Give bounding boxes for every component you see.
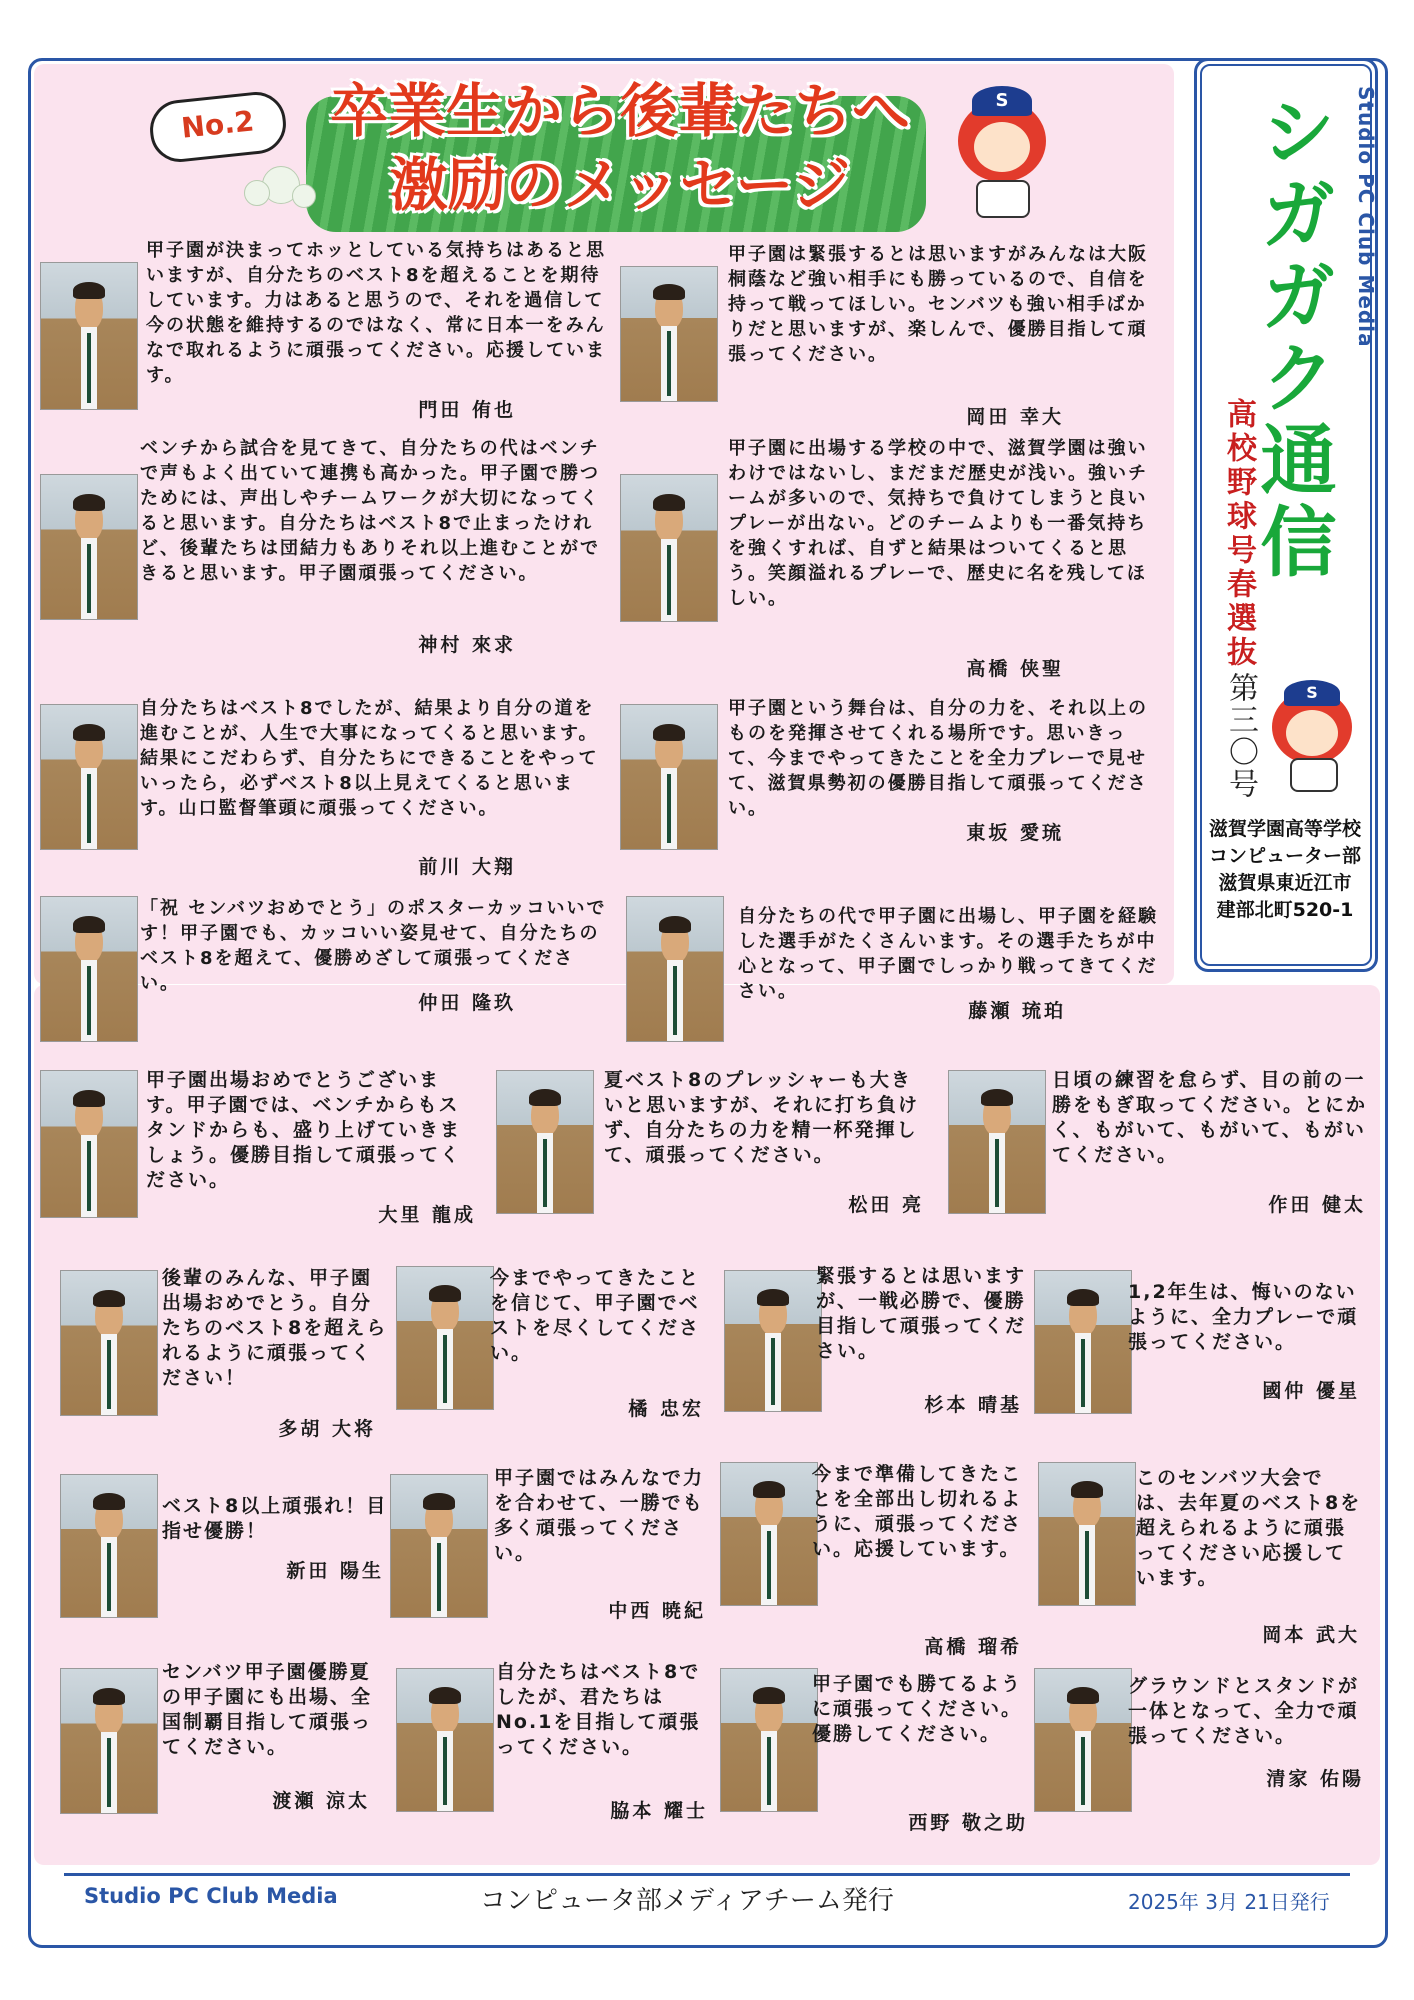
headline [300, 74, 940, 222]
message-text: 1,2年生は、悔いのないように、全力プレーで頑張ってください。 [1128, 1281, 1359, 1353]
graduate-photo [626, 896, 724, 1042]
message-author: 神村 來求 [418, 634, 516, 656]
message-text: 甲子園という舞台は、自分の力を、それ以上のものを発揮させてくれる場所です。思いきって、今までやってきたことを全力プレーで見せて、滋賀県勢初の優勝目指して頑張ってください。 [728, 698, 1148, 819]
graduate-photo [40, 262, 138, 410]
message-author: 松田 亮 [848, 1194, 924, 1216]
graduate-photo [40, 704, 138, 850]
message-text: 今まで準備してきたことを全部出し切れるように、頑張ってください。応援しています。 [812, 1463, 1023, 1560]
graduate-photo [620, 704, 718, 850]
message-author: 西野 敬之助 [908, 1812, 1028, 1834]
graduate-photo [1034, 1668, 1132, 1812]
school-address [1196, 816, 1374, 924]
message-text: ベンチから試合を見てきて、自分たちの代はベンチで声もよく出ていて連携も高かった。甲子園で勝つためには、声出しやチームワークが大切になってくると思います。自分たちはベスト8で止まったけれど、後輩たちは団結力もありそれ以上進むことができると思います。甲子園頑張ってください。 [140, 438, 600, 584]
graduate-photo [40, 896, 138, 1042]
graduate-photo [720, 1668, 818, 1812]
graduate-photo [390, 1474, 488, 1618]
message-text: 今までやってきたことを信じて、甲子園でベストを尽くしてください。 [490, 1267, 701, 1364]
footer-publisher: コンピュータ部メディアチーム発行 [480, 1886, 894, 1916]
message-author: 國仲 優星 [1262, 1380, 1360, 1402]
graduate-photo [620, 474, 718, 622]
message-text: センバツ甲子園優勝夏の甲子園にも出場、全国制覇目指して頑張ってください。 [162, 1661, 373, 1758]
graduate-photo [60, 1270, 158, 1416]
message-author: 脇本 耀士 [610, 1800, 708, 1822]
message-author: 清家 佑陽 [1266, 1768, 1364, 1790]
message-author: 作田 健太 [1268, 1194, 1366, 1216]
graduate-photo [1038, 1462, 1136, 1606]
graduate-photo [496, 1070, 594, 1214]
graduate-photo [948, 1070, 1046, 1214]
footer-date: 2025年 3月 21日発行 [1128, 1890, 1330, 1914]
address-line: 滋賀学園高等学校 [1208, 818, 1361, 840]
message-text: 日頃の練習を怠らず、目の前の一勝をもぎ取ってください。とにかく、もがいて、もがいて、もがいてください。 [1052, 1069, 1368, 1166]
message-text: 甲子園は緊張するとは思いますがみんなは大阪桐蔭など強い相手にも勝っているので、自信を持って戦ってほしい。センバツも強い相手ばかりだと思いますが、楽しんで、優勝目指して頑張ってください。 [728, 244, 1148, 365]
footer-divider [64, 1873, 1350, 1876]
newsletter-title: シガガク通信 [1248, 92, 1337, 584]
message-text: 甲子園でも勝てるように頑張ってください。優勝してください。 [812, 1673, 1023, 1745]
graduate-photo [620, 266, 718, 402]
message-text: 甲子園に出場する学校の中で、滋賀学園は強いわけではないし、まだまだ歴史が浅い。強いチームが多いので、気持ちで負けてしまうと良いプレーが出ない。どのチームよりも一番気持ちを強くすれば、自ずと結果はついてくると思う。笑顔溢れるプレーで、歴史に名を残してほしい。 [728, 438, 1148, 609]
footer-brand: Studio PC Club Media [84, 1884, 338, 1908]
message-author: 中西 暁紀 [608, 1600, 706, 1622]
graduate-photo [720, 1462, 818, 1606]
message-author: 高橋 侠聖 [966, 658, 1064, 680]
message-author: 門田 侑也 [418, 399, 516, 421]
message-author: 新田 陽生 [286, 1560, 384, 1582]
message-text: 緊張するとは思いますが、一戦必勝で、優勝目指して頑張ってください。 [816, 1265, 1027, 1362]
message-text: 自分たちはベスト8でしたが、君たちはNo.1を目指して頑張ってください。 [496, 1661, 701, 1758]
message-author: 岡本 武大 [1262, 1624, 1360, 1646]
message-author: 渡瀬 涼太 [272, 1790, 370, 1812]
message-author: 高橋 瑠希 [924, 1636, 1022, 1658]
address-line: コンピューター部 [1208, 845, 1361, 867]
message-author: 多胡 大将 [278, 1418, 376, 1440]
message-text: 後輩のみんな、甲子園出場おめでとう。自分たちのベスト8を超えられるように頑張ってください！ [162, 1267, 388, 1389]
graduate-photo [60, 1474, 158, 1618]
sidebar-brand: Studio PC Club Media [1354, 86, 1378, 348]
message-author: 仲田 隆玖 [418, 992, 516, 1014]
graduate-photo [40, 474, 138, 620]
graduate-photo [1034, 1270, 1132, 1414]
message-text: ベスト8以上頑張れ！目指せ優勝！ [162, 1495, 388, 1542]
headline-line: 卒業生から後輩たちへ [329, 77, 910, 145]
issue-number: 第三〇号 [1223, 672, 1258, 800]
address-line: 建部北町520-1 [1216, 899, 1354, 921]
message-author: 大里 龍成 [378, 1204, 476, 1226]
message-author: 前川 大翔 [418, 856, 516, 878]
message-text: 甲子園が決まってホッとしている気持ちはあると思いますが、自分たちのベスト8を超えることを期待しています。力はあると思うので、それを過信して今の状態を維持するのではなく、常に日本一をみんなで取れるように頑張ってください。応援しています。 [146, 240, 606, 386]
message-text: このセンバツ大会では、去年夏のベスト8を超えられるように頑張ってください応援しています。 [1136, 1467, 1362, 1589]
message-author: 杉本 晴基 [924, 1394, 1022, 1416]
message-text: 自分たちはベスト8でしたが、結果より自分の道を進むことが、人生で大事になってくると思います。結果にこだわらず、自分たちにできることをやっていったら，必ずベスト8以上見えてくると思います。山口監督筆頭に頑張ってください。 [140, 698, 599, 819]
headline-line: 激励のメッセージ [389, 151, 851, 219]
message-text: グラウンドとスタンドが一体となって、全力で頑張ってください。 [1128, 1675, 1360, 1747]
message-author: 東坂 愛琉 [966, 822, 1064, 844]
mascot-icon: S [946, 86, 1056, 216]
message-text: 甲子園ではみんなで力を合わせて、一勝でも多く頑張ってください。 [494, 1467, 705, 1564]
graduate-photo [396, 1668, 494, 1812]
message-text: 夏ベスト8のプレッシャーも大きいと思いますが、それに打ち負けず、自分たちの力を精一杯発揮して、頑張ってください。 [604, 1069, 920, 1166]
graduate-photo [60, 1668, 158, 1814]
message-author: 橘 忠宏 [628, 1398, 704, 1420]
mascot-icon: S [1264, 680, 1360, 790]
message-text: 自分たちの代で甲子園に出場し、甲子園を経験した選手がたくさんいます。その選手たちが中心となって、甲子園でしっかり戦ってきてください。 [738, 906, 1158, 1002]
address-line: 滋賀県東近江市 [1218, 872, 1352, 894]
graduate-photo [724, 1270, 822, 1412]
message-text: 甲子園出場おめでとうございます。甲子園では、ベンチからもスタンドからも、盛り上げていきましょう。優勝目指して頑張ってください。 [146, 1069, 462, 1191]
graduate-photo [396, 1266, 494, 1410]
graduate-photo [40, 1070, 138, 1218]
message-text: 「祝 センバツおめでとう」のポスターカッコいいです！甲子園でも、カッコいい姿見せて、自分たちのベスト8を超えて、優勝めざして頑張ってください。 [140, 898, 607, 994]
issue-badge: No.2 [147, 89, 289, 165]
flower-icon [240, 150, 320, 226]
message-author: 藤瀬 琉珀 [968, 1000, 1066, 1022]
message-author: 岡田 幸大 [966, 406, 1064, 428]
newsletter-subtitle: 高校野球号春選抜 [1221, 398, 1256, 670]
